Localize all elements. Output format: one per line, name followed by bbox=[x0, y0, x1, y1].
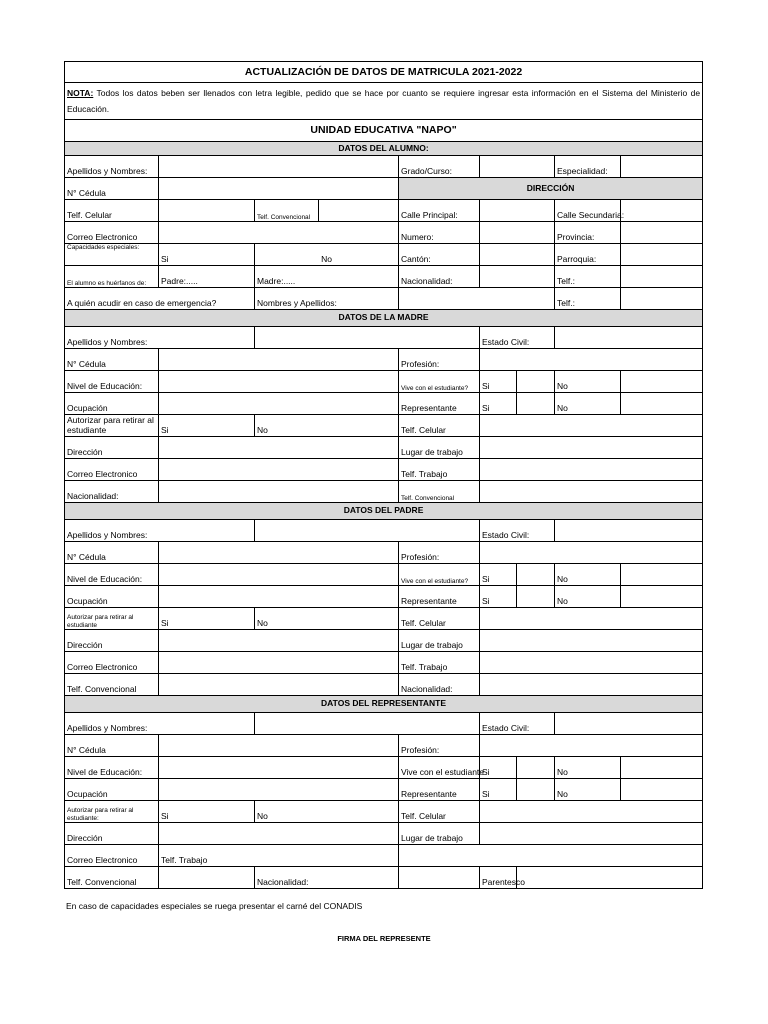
label-father-address: Dirección bbox=[65, 630, 159, 652]
box-guardian-lives-no[interactable] bbox=[621, 757, 703, 779]
label-student-phone: Telf.: bbox=[555, 266, 621, 288]
form-note bbox=[65, 83, 703, 120]
label-guardian-address: Dirección bbox=[65, 823, 159, 845]
field-guardian-profession[interactable] bbox=[480, 735, 703, 757]
label-student-landline: Telf. Convencional bbox=[255, 200, 319, 222]
field-student-email[interactable] bbox=[159, 222, 399, 244]
field-grade[interactable] bbox=[480, 156, 555, 178]
label-father-education: Nivel de Educación: bbox=[65, 564, 159, 586]
form-table bbox=[64, 61, 703, 889]
section-student-header: DATOS DEL ALUMNO: bbox=[65, 142, 703, 156]
label-father-civil-status: Estado Civil: bbox=[480, 520, 555, 542]
label-guardian-landline: Telf. Convencional bbox=[65, 867, 159, 889]
label-mother-nationality: Nacionalidad: bbox=[65, 481, 159, 503]
field-specialty[interactable] bbox=[621, 156, 703, 178]
field-guardian-civil-status[interactable] bbox=[555, 713, 703, 735]
school-name: UNIDAD EDUCATIVA "NAPO" bbox=[65, 120, 703, 142]
label-emergency: A quién acudir en caso de emergencia? bbox=[65, 288, 255, 310]
field-emergency-phone[interactable] bbox=[621, 288, 703, 310]
label-emergency-phone: Telf.: bbox=[555, 288, 621, 310]
field-father-civil-status[interactable] bbox=[555, 520, 703, 542]
label-special-needs: Capacidades especiales: bbox=[65, 244, 159, 266]
option-guardian-lives-no[interactable]: No bbox=[555, 757, 621, 779]
field-student-landline[interactable] bbox=[319, 200, 399, 222]
label-mother-cell: Telf. Celular bbox=[399, 415, 480, 437]
label-student-email: Correo Electronico bbox=[65, 222, 159, 244]
address-header: DIRECCIÓN bbox=[399, 178, 703, 200]
label-guardian-id: N° Cédula bbox=[65, 735, 159, 757]
label-mother-education: Nivel de Educación: bbox=[65, 371, 159, 393]
label-mother-occupation: Ocupación bbox=[65, 393, 159, 415]
option-guardian-rep-yes[interactable]: Si bbox=[480, 779, 517, 801]
box-mother-rep-yes[interactable] bbox=[517, 393, 555, 415]
label-father-authorize: Autorizar para retirar al estudiante bbox=[65, 608, 159, 630]
field-mother-work-phone[interactable] bbox=[480, 459, 703, 481]
label-guardian-representative: Representante bbox=[399, 779, 480, 801]
label-mother-work-phone: Telf. Trabajo bbox=[399, 459, 480, 481]
field-guardian-cell[interactable] bbox=[480, 801, 703, 823]
option-father-rep-no[interactable]: No bbox=[555, 586, 621, 608]
label-mother-authorize: Autorizar para retirar al estudiante bbox=[65, 415, 159, 437]
label-student-name: Apellidos y Nombres: bbox=[65, 156, 159, 178]
field-student-cell[interactable] bbox=[159, 200, 255, 222]
option-father-authorize-yes[interactable]: Si bbox=[159, 608, 255, 630]
field-student-id[interactable] bbox=[159, 178, 399, 200]
option-mother-lives-yes[interactable]: Si bbox=[480, 371, 517, 393]
label-mother-email: Correo Electronico bbox=[65, 459, 159, 481]
field-canton[interactable] bbox=[480, 244, 555, 266]
section-guardian-header: DATOS DEL REPRESENTANTE bbox=[65, 696, 703, 713]
field-father-nationality[interactable] bbox=[480, 674, 703, 696]
option-guardian-lives-yes[interactable]: Si bbox=[480, 757, 517, 779]
label-guardian-name: Apellidos y Nombres: bbox=[65, 713, 255, 735]
label-emergency-name: Nombres y Apellidos: bbox=[255, 288, 399, 310]
section-father-header: DATOS DEL PADRE bbox=[65, 503, 703, 520]
box-guardian-lives-yes[interactable] bbox=[517, 757, 555, 779]
field-student-name[interactable] bbox=[159, 156, 399, 178]
label-father-work-phone: Telf. Trabajo bbox=[399, 652, 480, 674]
field-guardian-address[interactable] bbox=[159, 823, 399, 845]
signature-label: FIRMA DEL REPRESENTE bbox=[337, 934, 431, 943]
label-specialty: Especialidad: bbox=[555, 156, 621, 178]
box-father-lives-yes[interactable] bbox=[517, 564, 555, 586]
option-guardian-authorize-yes[interactable]: Si bbox=[159, 801, 255, 823]
option-father-authorize-no[interactable]: No bbox=[255, 608, 399, 630]
label-mother-address: Dirección bbox=[65, 437, 159, 459]
field-father-education[interactable] bbox=[159, 564, 399, 586]
field-guardian-landline[interactable] bbox=[159, 867, 255, 889]
field-mother-education[interactable] bbox=[159, 371, 399, 393]
label-mother-landline: Telf. Convencional bbox=[399, 481, 480, 503]
label-guardian-occupation: Ocupación bbox=[65, 779, 159, 801]
option-mother-lives-no[interactable]: No bbox=[555, 371, 621, 393]
section-mother-header: DATOS DE LA MADRE bbox=[65, 310, 703, 327]
field-mother-name[interactable] bbox=[255, 327, 480, 349]
label-father-id: N° Cédula bbox=[65, 542, 159, 564]
field-student-phone[interactable] bbox=[621, 266, 703, 288]
field-guardian-relationship[interactable] bbox=[517, 867, 703, 889]
field-mother-nationality[interactable] bbox=[159, 481, 399, 503]
enrollment-form bbox=[64, 61, 702, 889]
box-mother-lives-yes[interactable] bbox=[517, 371, 555, 393]
label-guardian-profession: Profesión: bbox=[399, 735, 480, 757]
option-mother-rep-no[interactable]: No bbox=[555, 393, 621, 415]
form-title: ACTUALIZACIÓN DE DATOS DE MATRICULA 2021-2022 bbox=[65, 62, 703, 83]
label-student-nationality: Nacionalidad: bbox=[399, 266, 480, 288]
field-father-id[interactable] bbox=[159, 542, 399, 564]
label-father-name: Apellidos y Nombres: bbox=[65, 520, 255, 542]
label-mother-workplace: Lugar de trabajo bbox=[399, 437, 480, 459]
label-father-landline: Telf. Convencional bbox=[65, 674, 159, 696]
box-mother-lives-no[interactable] bbox=[621, 371, 703, 393]
field-number[interactable] bbox=[480, 222, 555, 244]
box-father-rep-no[interactable] bbox=[621, 586, 703, 608]
field-guardian-id[interactable] bbox=[159, 735, 399, 757]
box-father-rep-yes[interactable] bbox=[517, 586, 555, 608]
field-mother-email[interactable] bbox=[159, 459, 399, 481]
option-orphan-father[interactable]: Padre:..... bbox=[159, 266, 255, 288]
label-mother-profession: Profesión: bbox=[399, 349, 480, 371]
field-mother-cell[interactable] bbox=[480, 415, 703, 437]
label-guardian-lives-with: Vive con el estudiante bbox=[399, 757, 480, 779]
field-guardian-work-phone[interactable] bbox=[399, 845, 703, 867]
label-student-cell: Telf. Celular bbox=[65, 200, 159, 222]
field-guardian-nationality[interactable] bbox=[399, 867, 480, 889]
label-father-lives-with: Vive con el estudiante? bbox=[399, 564, 480, 586]
option-guardian-rep-no[interactable]: No bbox=[555, 779, 621, 801]
option-father-lives-yes[interactable]: Si bbox=[480, 564, 517, 586]
field-mother-profession[interactable] bbox=[480, 349, 703, 371]
label-guardian-workplace: Lugar de trabajo bbox=[399, 823, 480, 845]
label-father-representative: Representante bbox=[399, 586, 480, 608]
box-guardian-rep-no[interactable] bbox=[621, 779, 703, 801]
field-mother-landline[interactable] bbox=[480, 481, 703, 503]
label-father-email: Correo Electronico bbox=[65, 652, 159, 674]
label-guardian-education: Nivel de Educación: bbox=[65, 757, 159, 779]
label-province: Provincia: bbox=[555, 222, 621, 244]
label-main-street: Calle Principal: bbox=[399, 200, 480, 222]
label-guardian-nationality: Nacionalidad: bbox=[255, 867, 399, 889]
option-father-rep-yes[interactable]: Si bbox=[480, 586, 517, 608]
field-main-street[interactable] bbox=[480, 200, 555, 222]
box-father-lives-no[interactable] bbox=[621, 564, 703, 586]
option-orphan-mother[interactable]: Madre:..... bbox=[255, 266, 399, 288]
label-mother-civil-status: Estado Civil: bbox=[480, 327, 555, 349]
field-father-email[interactable] bbox=[159, 652, 399, 674]
footer-note: En caso de capacidades especiales se ruega presentar el carné del CONADIS bbox=[66, 901, 363, 911]
label-guardian-work-phone: Telf. Trabajo bbox=[159, 845, 399, 867]
option-father-lives-no[interactable]: No bbox=[555, 564, 621, 586]
field-emergency-name[interactable] bbox=[399, 288, 555, 310]
field-father-cell[interactable] bbox=[480, 608, 703, 630]
field-father-address[interactable] bbox=[159, 630, 399, 652]
label-guardian-civil-status: Estado Civil: bbox=[480, 713, 555, 735]
option-mother-authorize-yes[interactable]: Si bbox=[159, 415, 255, 437]
field-mother-workplace[interactable] bbox=[480, 437, 703, 459]
label-secondary-street: Calle Secundaria: bbox=[555, 200, 621, 222]
option-guardian-authorize-no[interactable]: No bbox=[255, 801, 399, 823]
field-mother-id[interactable] bbox=[159, 349, 399, 371]
label-student-id: N° Cédula bbox=[65, 178, 159, 200]
field-parish[interactable] bbox=[621, 244, 703, 266]
label-mother-name: Apellidos y Nombres: bbox=[65, 327, 255, 349]
box-mother-rep-no[interactable] bbox=[621, 393, 703, 415]
field-mother-occupation[interactable] bbox=[159, 393, 399, 415]
label-number: Numero: bbox=[399, 222, 480, 244]
box-guardian-rep-yes[interactable] bbox=[517, 779, 555, 801]
label-father-workplace: Lugar de trabajo bbox=[399, 630, 480, 652]
label-orphan: El alumno es huérfanos de: bbox=[65, 266, 159, 288]
label-canton: Cantón: bbox=[399, 244, 480, 266]
label-mother-id: N° Cédula bbox=[65, 349, 159, 371]
option-special-needs-no[interactable]: No bbox=[255, 244, 399, 266]
field-father-landline[interactable] bbox=[159, 674, 399, 696]
label-father-nationality: Nacionalidad: bbox=[399, 674, 480, 696]
label-mother-representative: Representante bbox=[399, 393, 480, 415]
label-grade: Grado/Curso: bbox=[399, 156, 480, 178]
label-guardian-relationship: Parentesco bbox=[480, 867, 517, 889]
label-father-profession: Profesión: bbox=[399, 542, 480, 564]
field-father-work-phone[interactable] bbox=[480, 652, 703, 674]
field-guardian-education[interactable] bbox=[159, 757, 399, 779]
field-father-workplace[interactable] bbox=[480, 630, 703, 652]
option-mother-rep-yes[interactable]: Si bbox=[480, 393, 517, 415]
field-guardian-name[interactable] bbox=[255, 713, 480, 735]
label-parish: Parroquia: bbox=[555, 244, 621, 266]
label-father-occupation: Ocupación bbox=[65, 586, 159, 608]
field-province[interactable] bbox=[621, 222, 703, 244]
field-mother-civil-status[interactable] bbox=[555, 327, 703, 349]
field-secondary-street[interactable] bbox=[621, 200, 703, 222]
label-guardian-email: Correo Electronico bbox=[65, 845, 159, 867]
field-student-nationality[interactable] bbox=[480, 266, 555, 288]
field-father-profession[interactable] bbox=[480, 542, 703, 564]
field-guardian-occupation[interactable] bbox=[159, 779, 399, 801]
field-guardian-workplace[interactable] bbox=[480, 823, 703, 845]
field-mother-address[interactable] bbox=[159, 437, 399, 459]
label-father-cell: Telf. Celular bbox=[399, 608, 480, 630]
option-mother-authorize-no[interactable]: No bbox=[255, 415, 399, 437]
note-text: Todos los datos beben ser llenados con letra legible, pedido que se hace por cuanto se requiere ingresar esta información en el Sistema del Ministerio de Educación. bbox=[67, 88, 701, 114]
label-mother-lives-with: Vive con el estudiante? bbox=[399, 371, 480, 393]
note-label: NOTA: bbox=[67, 88, 94, 98]
label-guardian-authorize: Autorizar para retirar al estudiante: bbox=[65, 801, 159, 823]
label-guardian-cell: Telf. Celular bbox=[399, 801, 480, 823]
field-father-occupation[interactable] bbox=[159, 586, 399, 608]
field-father-name[interactable] bbox=[255, 520, 480, 542]
option-special-needs-yes[interactable]: Si bbox=[159, 244, 255, 266]
